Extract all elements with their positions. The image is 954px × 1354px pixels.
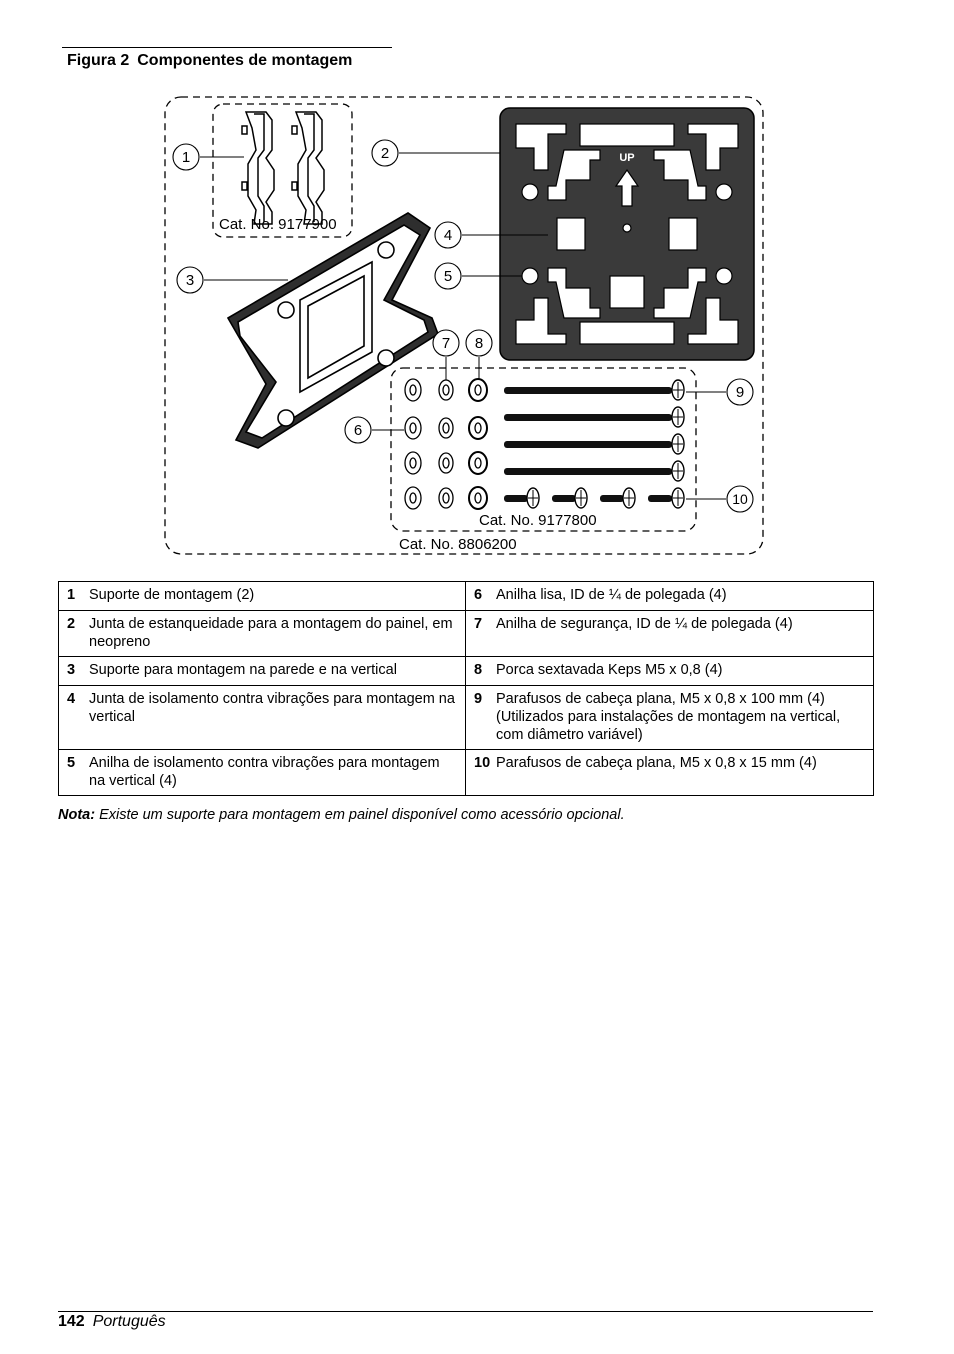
callout-4: 4 — [443, 227, 453, 244]
callout-6: 6 — [353, 422, 363, 439]
lock-washer — [439, 488, 453, 508]
legend-table — [58, 581, 874, 796]
legend-number: 2 — [67, 616, 76, 632]
wall-mount-bracket — [228, 213, 438, 448]
long-screw — [504, 380, 684, 400]
flat-washer — [405, 379, 421, 401]
table-row — [59, 657, 874, 686]
legend-text: Suporte de montagem (2) — [89, 587, 255, 603]
lock-washer — [439, 453, 453, 473]
legend-cell — [59, 611, 466, 657]
legend-number: 7 — [474, 616, 483, 632]
legend-cell — [59, 750, 466, 796]
mounting-bracket — [292, 112, 324, 224]
cat-no-8806200: Cat. No. 8806200 — [399, 536, 517, 553]
legend-cell — [59, 657, 466, 686]
legend-text: Junta de isolamento contra vibrações para montagem na vertical — [89, 691, 455, 725]
gasket-up-label: UP — [619, 152, 635, 164]
footer-rule — [58, 1311, 873, 1312]
legend-number: 3 — [67, 662, 76, 678]
legend-cell — [466, 686, 874, 750]
page-footer — [58, 1313, 166, 1331]
hex-nut — [469, 417, 487, 439]
table-row — [59, 750, 874, 796]
legend-number: 4 — [67, 691, 76, 707]
table-row — [59, 611, 874, 657]
hex-nut — [469, 487, 487, 509]
legend-text: Anilha lisa, ID de ¼ de polegada (4) — [496, 587, 727, 603]
mounting-components-illustration — [0, 0, 954, 575]
footer-language: Português — [92, 1313, 166, 1330]
legend-text: Parafusos de cabeça plana, M5 x 0,8 x 100 mm (4) (Utilizados para instalações de montagem na vertical, com diâmetro variável) — [496, 691, 841, 743]
page-number: 142 — [58, 1313, 85, 1330]
table-row — [59, 582, 874, 611]
callout-1: 1 — [181, 149, 191, 166]
legend-cell — [466, 582, 874, 611]
figure-caption: Componentes de montagem — [137, 52, 353, 69]
short-screw — [504, 488, 539, 508]
callout-10: 10 — [732, 491, 748, 507]
legend-cell — [466, 611, 874, 657]
flat-washer — [405, 417, 421, 439]
callout-3: 3 — [185, 272, 195, 289]
legend-number: 9 — [474, 691, 483, 707]
legend-cell — [59, 686, 466, 750]
long-screw — [504, 434, 684, 454]
lock-washer — [439, 380, 453, 400]
table-row — [59, 686, 874, 750]
callout-5: 5 — [443, 268, 453, 285]
legend-number: 6 — [474, 587, 483, 603]
callout-2: 2 — [380, 145, 390, 162]
short-screw — [552, 488, 587, 508]
legend-number: 8 — [474, 662, 483, 678]
mounting-bracket — [242, 112, 274, 224]
legend-number: 1 — [67, 587, 76, 603]
legend-cell — [466, 750, 874, 796]
legend-text: Suporte para montagem na parede e na vertical — [89, 662, 397, 678]
callout-9: 9 — [735, 384, 745, 401]
long-screw — [504, 461, 684, 481]
legend-text: Junta de estanqueidade para a montagem do painel, em neopreno — [89, 616, 453, 650]
cat-no-9177900: Cat. No. 9177900 — [219, 216, 337, 233]
long-screws — [504, 380, 684, 481]
short-screws — [504, 488, 684, 508]
legend-cell — [59, 582, 466, 611]
short-screw — [648, 488, 684, 508]
callout-7: 7 — [441, 335, 451, 352]
figure-label: Figura 2 — [67, 52, 130, 69]
flat-washer — [405, 452, 421, 474]
callout-8: 8 — [474, 335, 484, 352]
legend-text: Anilha de isolamento contra vibrações para montagem na vertical (4) — [89, 755, 440, 789]
legend-text: Parafusos de cabeça plana, M5 x 0,8 x 15 mm (4) — [496, 755, 817, 771]
hex-nut — [469, 452, 487, 474]
short-screw — [600, 488, 635, 508]
hex-nut — [469, 379, 487, 401]
note — [58, 807, 625, 823]
legend-text: Anilha de segurança, ID de ¼ de polegada (4) — [496, 616, 793, 632]
lock-washer — [439, 418, 453, 438]
long-screw — [504, 407, 684, 427]
legend-number: 5 — [67, 755, 76, 771]
flat-washer — [405, 487, 421, 509]
hardware-set — [405, 379, 487, 509]
legend-number: 10 — [474, 755, 491, 771]
legend-text: Porca sextavada Keps M5 x 0,8 (4) — [496, 662, 723, 678]
note-label: Nota: — [58, 807, 96, 823]
legend-cell — [466, 657, 874, 686]
panel-gasket — [500, 108, 754, 360]
note-text: Existe um suporte para montagem em painel disponível como acessório opcional. — [99, 807, 625, 823]
cat-no-9177800: Cat. No. 9177800 — [479, 512, 597, 529]
